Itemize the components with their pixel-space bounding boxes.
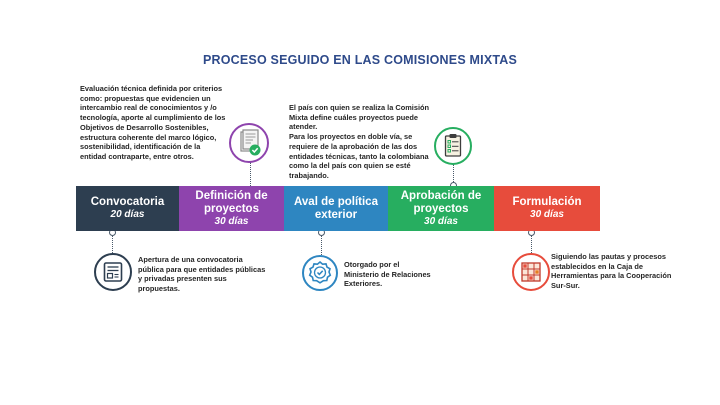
process-timeline-bar [76, 186, 600, 231]
approval-badge-icon [302, 255, 338, 291]
step-days: 30 días [424, 215, 458, 227]
step-name: Definición de proyectos [195, 189, 268, 215]
definicion-connector [250, 162, 251, 186]
step-name: Aval de política exterior [294, 195, 378, 221]
convocatoria-description: Apertura de una convocatoria pública para que entidades públicas y privadas presenten sus propuestas. [138, 255, 266, 294]
step-aprobacion [388, 186, 494, 231]
step-days: 30 días [530, 209, 564, 220]
aprobacion-description [289, 103, 439, 181]
step-formulacion [494, 186, 600, 231]
step-days: 30 días [214, 215, 249, 227]
clipboard-checklist-icon [434, 127, 472, 165]
step-days: 20 días [110, 209, 145, 220]
toolbox-grid-icon [512, 253, 550, 291]
application-form-icon [94, 253, 132, 291]
aprobacion-description-text: El país con quien se realiza la Comisión Mixta define cuáles proyectos puede atender. Para los proyectos en doble vía, se requiere de la aprobación de las dos entidades técnicas, tanto la colombiana como la del país con quien se esté trabajando. [289, 103, 430, 180]
step-name: Convocatoria [90, 196, 165, 208]
formulacion-description: Siguiendo las pautas y procesos establecidos en la Caja de Herramientas para la Cooperación Sur-Sur. [551, 252, 672, 291]
step-convocatoria [76, 186, 179, 231]
diagram-title: PROCESO SEGUIDO EN LAS COMISIONES MIXTAS [202, 53, 518, 67]
step-name: Formulación [512, 196, 582, 208]
aval-description: Otorgado por el Ministerio de Relaciones Exteriores. [344, 260, 431, 289]
step-definicion [179, 186, 284, 231]
definicion-description: Evaluación técnica definida por criterios como: propuestas que evidencien un intercambio real de conocimientos y /o tecnología, aporte al cumplimiento de los Objetivos de Desarrollo Sostenibles, estructura coherente del marco lógico, sostenibilidad, identificación de la entidad contraparte, entre otros. [80, 84, 226, 161]
step-name: Aprobación de proyectos [400, 189, 482, 215]
step-aval [284, 186, 388, 231]
document-check-icon [229, 123, 269, 163]
